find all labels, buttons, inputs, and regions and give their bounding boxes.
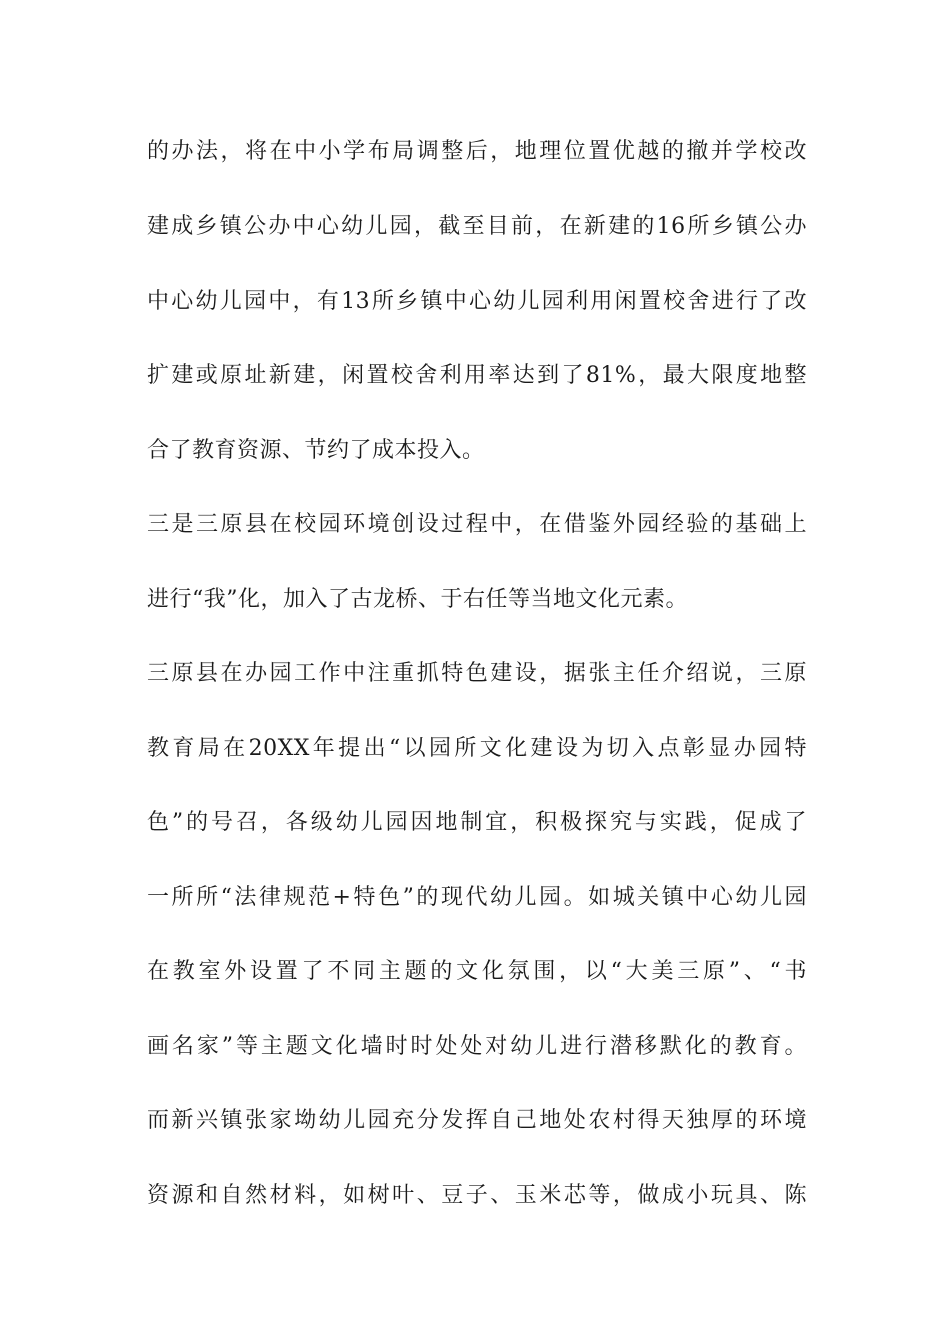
text-line-8: 三原县在办园工作中注重抓特色建设，据张主任介绍说，三原	[147, 661, 807, 686]
text-line-1: 的办法，将在中小学布局调整后，地理位置优越的撤并学校改	[147, 139, 807, 164]
text-line-5: 合了教育资源、节约了成本投入。	[147, 438, 485, 463]
text-line-15: 资源和自然材料，如树叶、豆子、玉米芯等，做成小玩具、陈	[147, 1183, 807, 1208]
text-line-4: 扩建或原址新建，闲置校舍利用率达到了81%，最大限度地整	[147, 363, 807, 388]
text-line-14: 而新兴镇张家坳幼儿园充分发挥自己地处农村得天独厚的环境	[147, 1108, 807, 1133]
text-line-10: 色”的号召，各级幼儿园因地制宜，积极探究与实践，促成了	[147, 810, 807, 835]
text-line-3: 中心幼儿园中，有13所乡镇中心幼儿园利用闲置校舍进行了改	[147, 289, 807, 314]
text-line-13: 画名家”等主题文化墙时时处处对幼儿进行潜移默化的教育。	[147, 1034, 807, 1059]
text-line-2: 建成乡镇公办中心幼儿园，截至目前，在新建的16所乡镇公办	[147, 214, 807, 239]
text-line-11: 一所所“法律规范+特色”的现代幼儿园。如城关镇中心幼儿园	[147, 885, 807, 910]
text-line-7: 进行“我”化，加入了古龙桥、于右任等当地文化元素。	[147, 587, 688, 612]
text-line-12: 在教室外设置了不同主题的文化氛围，以“大美三原”、“书	[147, 959, 807, 984]
text-line-9: 教育局在20XX年提出“以园所文化建设为切入点彰显办园特	[147, 736, 807, 761]
text-line-6: 三是三原县在校园环境创设过程中，在借鉴外园经验的基础上	[147, 512, 807, 537]
